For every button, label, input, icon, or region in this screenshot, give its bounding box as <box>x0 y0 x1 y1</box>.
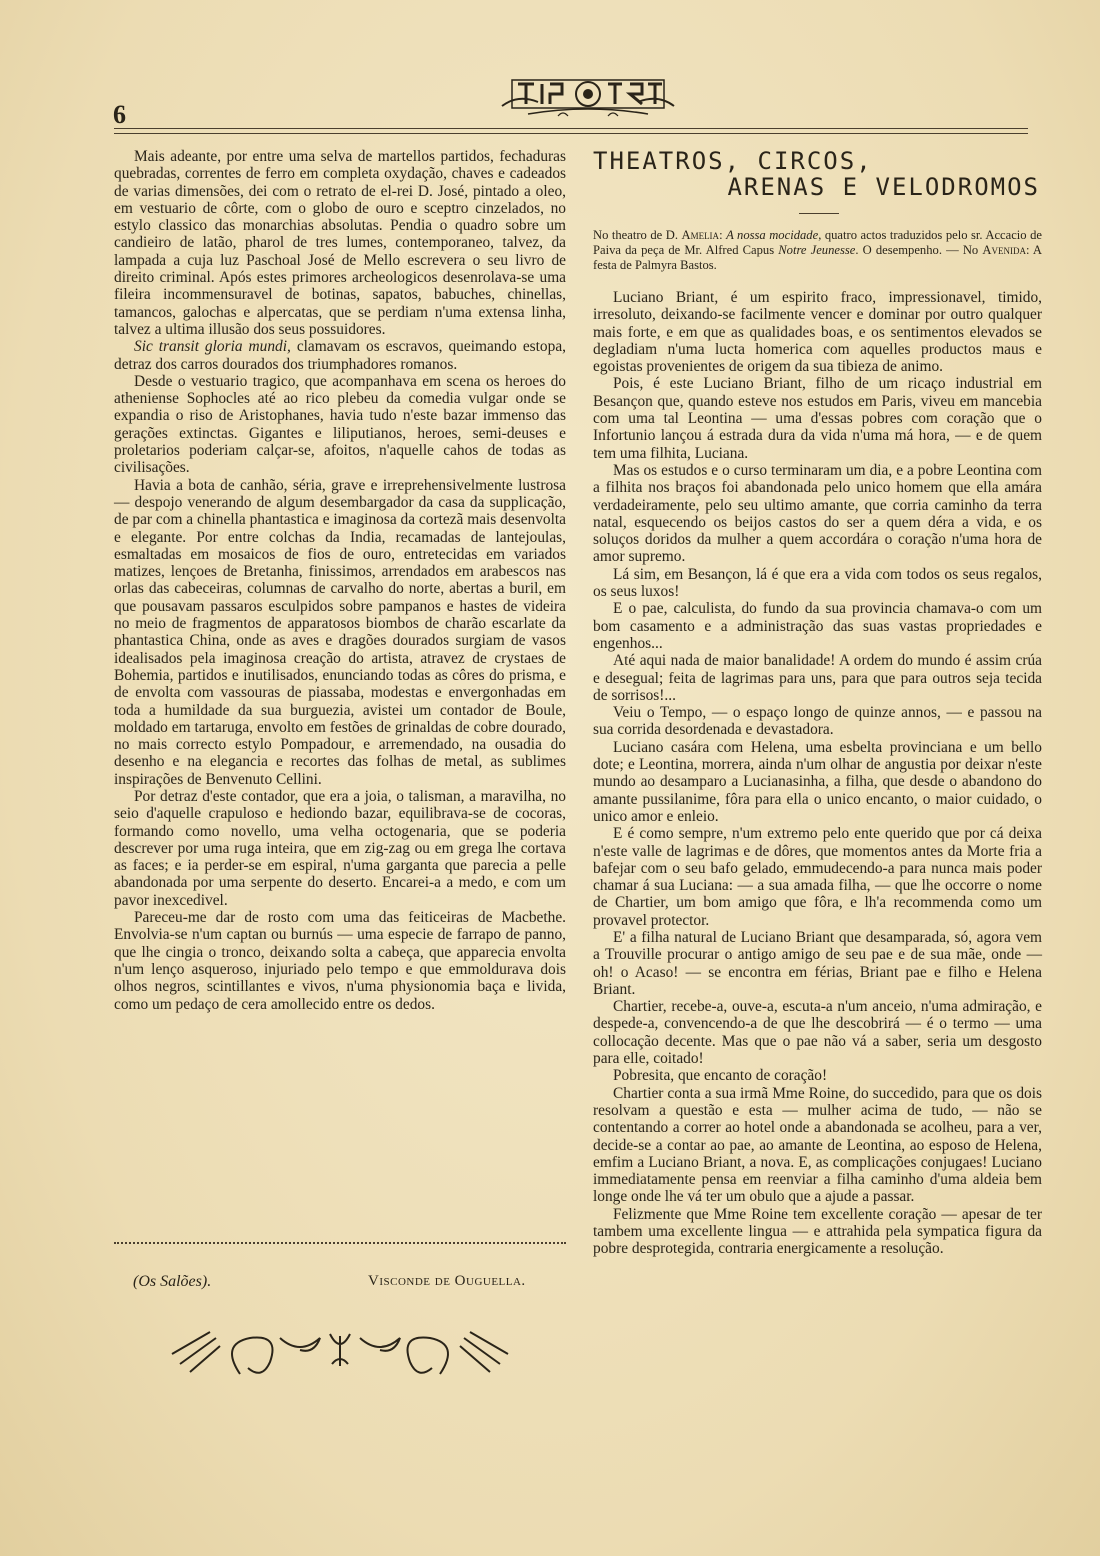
paragraph: Pois, é este Luciano Briant, filho de um ricaço industrial em Besançon que, quando esteve nos estudos em Paris, viveu em mancebia com uma tal Leontina — uma d'essas pobres com coração que o Infortunio lançou á estrada dura da vida n'uma má hora, — e de quem tem uma filhita, Luciana. <box>593 375 1042 462</box>
paragraph: E' a filha natural de Luciano Briant que desamparada, só, agora vem a Trouville procurar o antigo amigo de seu pae e de sua mãe, onde — oh! o Acaso! — se encontra em férias, Briant pae e filho e Helena Briant. <box>593 928 1042 998</box>
article-author: Visconde de Ouguella. <box>368 1273 526 1289</box>
paragraph: Pobresita, que encanto de coração! <box>613 1067 828 1085</box>
paragraph: E o pae, calculista, do fundo da sua provincia chamava-o com um bom casamento e a administração das suas vastas propriedades e engenhos... <box>593 600 1042 652</box>
right-column <box>593 289 1042 1258</box>
paragraph: Mas os estudos e o curso terminaram um dia, e a pobre Leontina com a filhita nos braços foi abandonada pelo unico homem que ella amára verdadeiramente, pelo seu ultimo amante, que corria caminho da terra natal, esquecendo os beijos castos do ser a quem déra a vida, e os soluços doridos da mulher a quem accordára o coração n'uma hora de amor supremo. <box>593 461 1042 566</box>
summary-text: , quatro actos traduzidos pelo sr. Accacio de Paiva da peça de Mr. Alfred Capus <box>593 228 1042 257</box>
left-column <box>114 148 566 1013</box>
paragraph: Por detraz d'este contador, que era a joia, o talisman, a maravilha, no seio d'aquelle crapuloso e hediondo bazar, equilibrava-se de cocoras, formando como novello, uma velha octogenaria, que se poderia descrever por uma ruga inteira, que em zig-zag ou em grega lhe cortava as faces; e ia perder-se em espiral, n'uma garganta que parecia a pelle abandonada por uma serpente do deserto. Encarei-a a medo, e com um pavor inexcedivel. <box>114 787 566 909</box>
section-title-line-1: THEATROS, CIRCOS, <box>593 147 873 175</box>
section-summary <box>593 228 1042 273</box>
summary-text: : <box>719 228 727 242</box>
theatre-name: Avenida <box>982 243 1026 257</box>
paragraph-latin <box>114 338 566 373</box>
paragraph: Havia a bota de canhão, séria, grave e irreprehensivelmente lustrosa — despojo venerando de algum desembargador da casa da supplicação, de par com a chinella phantastica e imaginosa da cortezã mais desenvolta e elegante. Por entre colchas da India, recamadas de lantejoulas, esmaltadas em mosaicos de fios de ouro, entretecidas em variados matizes, lençoes de Bretanha, finissimos, arrendados em arabescos nas orlas das cabeceiras, columnas de carvalho do norte, abertas a buril, em que pousavam passaros esculpidos sobre pampanos e hastes de videira no meio de fragmentos de apparatosos biombos de charão escarlate da phantastica China, onde as aves e dragões dourados surgiam de vasos idealisados pela imaginosa creação do artista, atravez de crystaes de Bohemia, partidos e inutilisados, enunciando todas as côres do prisma, e de envolta com vassouras de piassaba, modestas e envergonhadas em toda a humildade da sua burguezia, avistei um contador de Boule, moldado em tartaruga, envolto em festões de grinaldas de cobre dourado, no mais correcto estylo Pompadour, e arremendado, na ousadia do desenho e na elegancia e recortes das folhas de metal, as sublimes inspirações de Benvenuto Cellini. <box>114 476 566 788</box>
paragraph: Até aqui nada de maior banalidade! A ordem do mundo é assim crúa e desegual; feita de lagrimas para uns, para que para outros seja tecida de sorrisos!... <box>593 652 1042 704</box>
paragraph: Lá sim, em Besançon, lá é que era a vida com todos os seus regalos, os seus luxos! <box>593 565 1042 601</box>
paragraph: E é como sempre, n'um extremo pelo ente querido que por cá deixa n'este valle de lagrimas e de dôres, que momentos antes da Morte fria a bafejar com o seu bafo gelado, emmudecendo-a para nunca mais poder chamar á sua Luciana: — a sua amada filha, — que lhe occorre o nome de Chartier, um bom amigo que fôra, e lh'a recommenda como um provavel protector. <box>593 825 1042 929</box>
header-rule-thin <box>114 133 1028 134</box>
paragraph: Veiu o Tempo, — o espaço longo de quinze annos, — e passou na sua corrida desordenada e devastadora. <box>593 704 1042 739</box>
decorative-ornament <box>170 1324 510 1392</box>
theatre-name: Amelia <box>681 228 720 242</box>
paragraph: Chartier conta a sua irmã Mme Roine, do succedido, para que os dois resolvam a questão e esta — mulher acima de tudo, — não se contentando a correr ao hotel onde a abandonada se acolheu, para a ver, decide-se a contar ao pae, ao amante de Leontina, ao esposo de Helena, emfim a Luciano Briant, a nova. E, as complicações conjugaes! Luciano immediatamente pensa em reenviar a filha caminho d'uma aldeia bem longe onde lhe vá ter um obulo que a ajude a passar. <box>593 1084 1042 1206</box>
header-rule <box>114 128 1028 129</box>
section-title-line-2: ARENAS E VELODROMOS <box>727 173 1040 201</box>
summary-text: No theatro de D. <box>593 228 682 242</box>
paragraph: Luciano casára com Helena, uma esbelta provinciana e um bello dote; e Leontina, morrera, ainda n'um olhar de angustia por deixar n'este mundo ao desamparo a Lucianasinha, a filha, que desde o abandono do amante pussilanime, fôra para ella o unico encanto, o maior cuidado, o unico amor e enleio. <box>593 738 1042 825</box>
paragraph: Chartier, recebe-a, ouve-a, escuta-a n'um anceio, n'uma admiração, e despede-a, convencendo-a de que lhe descobrirá — é o termo — uma collocação decente. Mas que o pae não vá a saber, seria um desgosto para elle, coitado! <box>593 998 1042 1068</box>
title-dash <box>799 213 839 214</box>
paragraph: Mais adeante, por entre uma selva de martellos partidos, fechaduras quebradas, correntes de ferro em completa oxydação, chaves e cadeados de varias dimensões, dei com o retrato de el-rei D. José, pintado a oleo, em vestuario de côrte, com o globo de ouro e sceptro cinzelados, no estylo classico das monarchias absolutas. Pendia o quadro sobre um candieiro de latão, pharol de tres lumes, contemporaneo, talvez, da lampada a cuja luz Paschoal José de Mello escrevera o seu livro de direito criminal. Após estes primores archeologicos desenrolava-se uma fileira incommensuravel de botinas, sapatos, babuches, chinellas, tamancos, galochas e alpercatas, que se perdiam n'uma extensa linha, talvez a ultima illusão dos seus possuidores. <box>114 148 566 338</box>
masthead-logo <box>498 76 678 120</box>
original-title: Notre Jeunesse <box>778 243 856 257</box>
summary-text: . O desempenho. — No <box>855 243 983 257</box>
summary-text: : A festa de Palmyra Bastos. <box>593 243 1042 272</box>
article-source: (Os Salões). <box>133 1273 212 1290</box>
paragraph: Desde o vestuario tragico, que acompanhava em scena os heroes do atheniense Sophocles até ao rico plebeu da comedia vulgar onde se expandia o riso de Aristophanes, havia tudo n'este bazar immenso das gerações extinctas. Gigantes e liliputianos, heroes, semi-deuses e proletarios poderiam calçar-se, afoitos, n'aquelle cahos de todas as civilisações. <box>114 372 566 477</box>
paragraph: Felizmente que Mme Roine tem excellente coração — apesar de ter tambem uma excellente lingua — e attrahida pela sympatica figura da pobre desprotegida, contraria energicamente a resolução. <box>593 1205 1042 1258</box>
paragraph-text: clamavam os escravos, queimando estopa, detraz dos carros dourados dos triumphadores romanos. <box>114 338 566 373</box>
dotted-separator <box>114 1242 566 1252</box>
play-title: A nossa mocidade <box>726 228 819 242</box>
paragraph: Luciano Briant, é um espirito fraco, impressionavel, timido, irresoluto, deixando-se facilmente vencer e dominar por outro qualquer mais forte, e em que as qualidades boas, e os sentimentos elevados se degladiam n'uma lucta homerica com aquelles productos maus e egoistas provenientes de origem da sua tibieza de animo. <box>593 289 1042 376</box>
page-number: 6 <box>113 100 126 129</box>
latin-phrase: Sic transit gloria mundi, <box>134 338 291 356</box>
paragraph: Pareceu-me dar de rosto com uma das feiticeiras de Macbethe. Envolvia-se n'um captan ou burnús — uma especie de farrapo de panno, que lhe cingia o tronco, deixando solta a cabeça, que apparecia envolta n'um lenço asqueroso, injuriado pelo tempo e que emmoldurava dois olhos negros, scintillantes e vivos, n'uma physionomia baça e livida, como um pedaço de cera amollecido entre os dedos. <box>114 909 566 1013</box>
